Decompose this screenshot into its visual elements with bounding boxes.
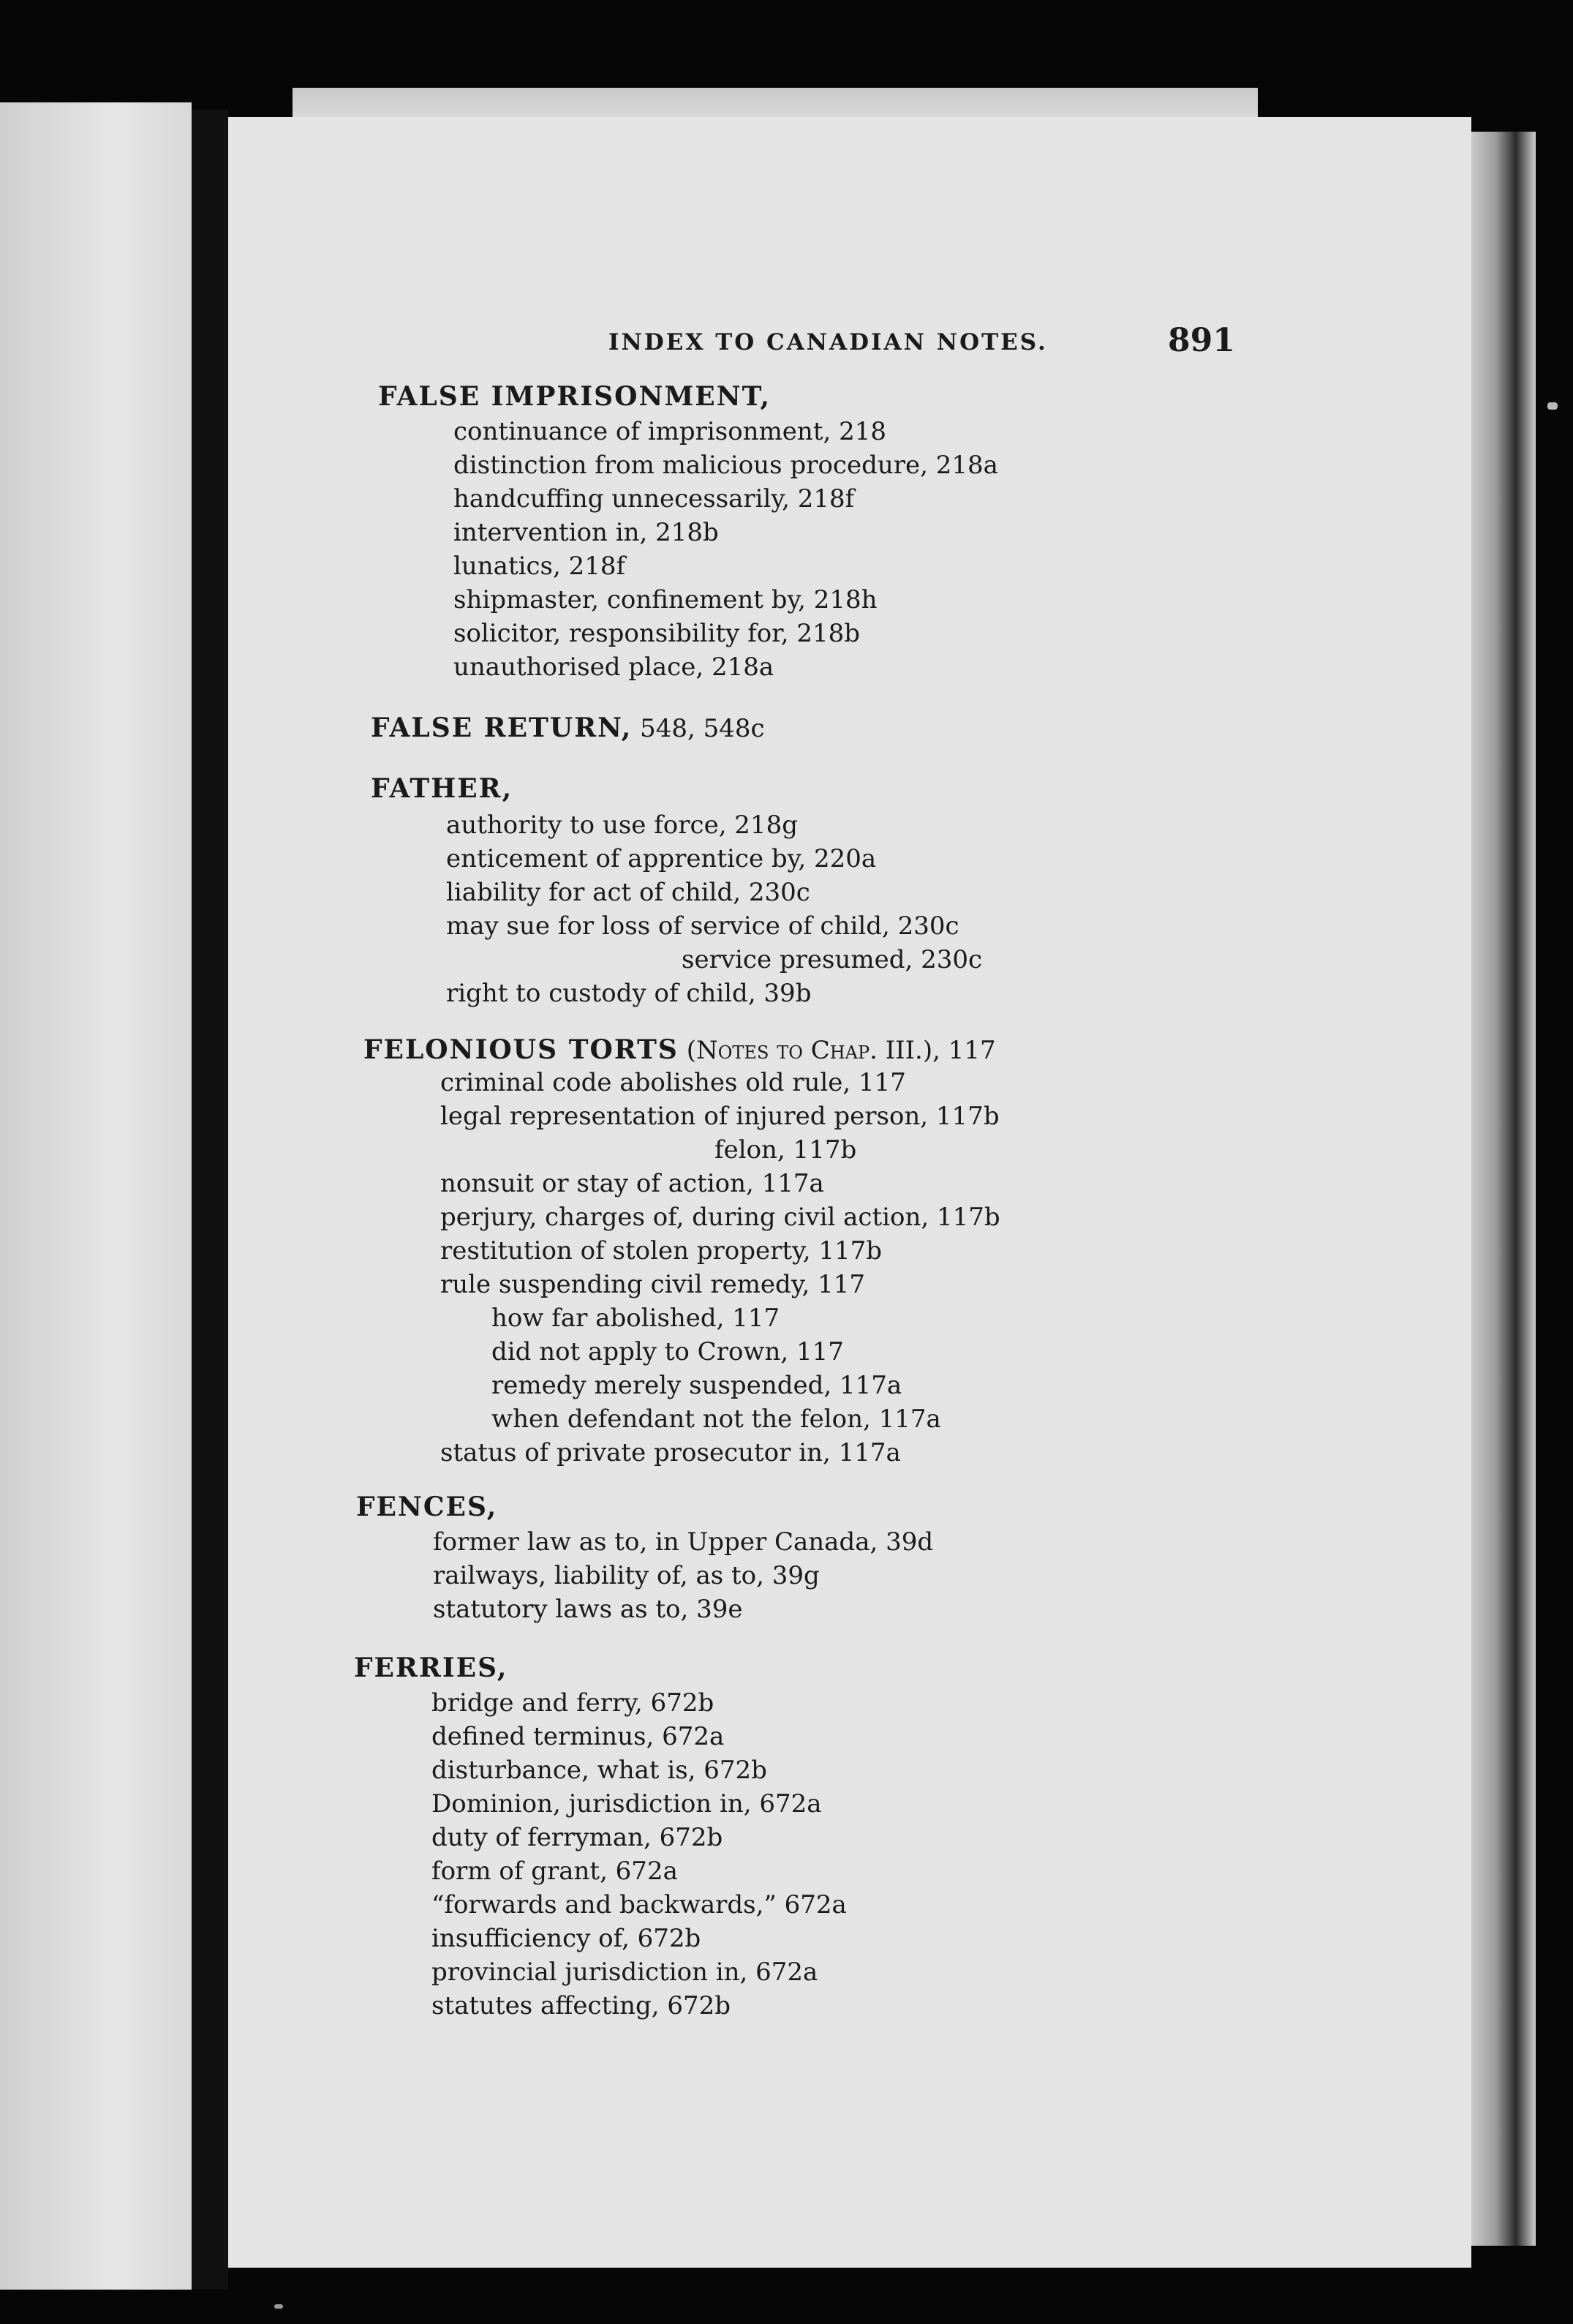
index-entry: distinction from malicious procedure, 218a — [453, 451, 998, 480]
index-entry: right to custody of child, 39b — [446, 979, 812, 1008]
index-entry: status of private prosecutor in, 117a — [440, 1438, 901, 1467]
index-subentry: how far abolished, 117 — [491, 1304, 780, 1333]
index-entry: rule suspending civil remedy, 117 — [440, 1270, 866, 1299]
index-entry: “forwards and backwards,” 672a — [431, 1890, 847, 1919]
index-entry: unauthorised place, 218a — [453, 653, 774, 682]
index-heading: FALSE RETURN, — [371, 712, 633, 743]
index-entry: restitution of stolen property, 117b — [440, 1236, 883, 1266]
scan-speck — [274, 2304, 283, 2309]
index-entry-inline — [371, 713, 765, 743]
index-entry: statutory laws as to, 39e — [433, 1595, 743, 1624]
index-entry: defined terminus, 672a — [431, 1722, 725, 1751]
binding-shadow — [192, 110, 228, 2290]
chapter-note: (Notes to Chap. III.), 117 — [686, 1036, 996, 1065]
index-entry: duty of ferryman, 672b — [431, 1823, 723, 1852]
index-entry: continuance of imprisonment, 218 — [453, 417, 886, 446]
index-subentry: when defendant not the felon, 117a — [491, 1404, 941, 1434]
index-entry: shipmaster, confinement by, 218h — [453, 585, 878, 614]
index-entry-inline — [363, 1035, 996, 1065]
index-subentry: felon, 117b — [714, 1135, 857, 1165]
facing-page-edge — [0, 102, 192, 2290]
index-entry: form of grant, 672a — [431, 1857, 678, 1886]
page-number: 891 — [1168, 322, 1235, 359]
index-subentry: service presumed, 230c — [682, 945, 983, 974]
index-entry: railways, liability of, as to, 39g — [433, 1561, 820, 1590]
index-entry: provincial jurisdiction in, 672a — [431, 1958, 818, 1987]
index-entry: bridge and ferry, 672b — [431, 1688, 714, 1718]
index-heading: FENCES, — [356, 1492, 498, 1522]
index-entry: criminal code abolishes old rule, 117 — [440, 1068, 906, 1097]
index-heading: FATHER, — [371, 773, 513, 804]
scan-speck — [1547, 402, 1558, 410]
index-heading: FERRIES, — [354, 1652, 508, 1683]
index-entry: authority to use force, 218g — [446, 811, 798, 840]
index-entry: enticement of apprentice by, 220a — [446, 844, 877, 873]
index-entry: intervention in, 218b — [453, 518, 719, 547]
index-entry: liability for act of child, 230c — [446, 878, 810, 907]
index-heading: FELONIOUS TORTS — [363, 1034, 679, 1065]
index-entry: former law as to, in Upper Canada, 39d — [433, 1527, 934, 1557]
index-entry: lunatics, 218f — [453, 552, 626, 581]
running-head: INDEX TO CANADIAN NOTES. — [608, 329, 1048, 356]
page-refs: 548, 548c — [640, 714, 765, 743]
index-entry: handcuffing unnecessarily, 218f — [453, 484, 855, 514]
index-entry: perjury, charges of, during civil action, 117b — [440, 1203, 1000, 1232]
index-entry: Dominion, jurisdiction in, 672a — [431, 1789, 822, 1819]
index-entry: statutes affecting, 672b — [431, 1991, 731, 2020]
index-subentry: did not apply to Crown, 117 — [491, 1337, 844, 1366]
index-page — [228, 117, 1471, 2268]
index-entry: insufficiency of, 672b — [431, 1924, 701, 1953]
index-entry: may sue for loss of service of child, 230c — [446, 911, 959, 941]
index-entry: legal representation of injured person, 117b — [440, 1102, 1000, 1131]
page-stack-edge — [1470, 132, 1536, 2246]
index-heading: FALSE IMPRISONMENT, — [378, 381, 772, 412]
index-entry: nonsuit or stay of action, 117a — [440, 1169, 824, 1198]
index-entry: disturbance, what is, 672b — [431, 1756, 767, 1785]
index-entry: solicitor, responsibility for, 218b — [453, 619, 861, 648]
index-subentry: remedy merely suspended, 117a — [491, 1371, 902, 1400]
